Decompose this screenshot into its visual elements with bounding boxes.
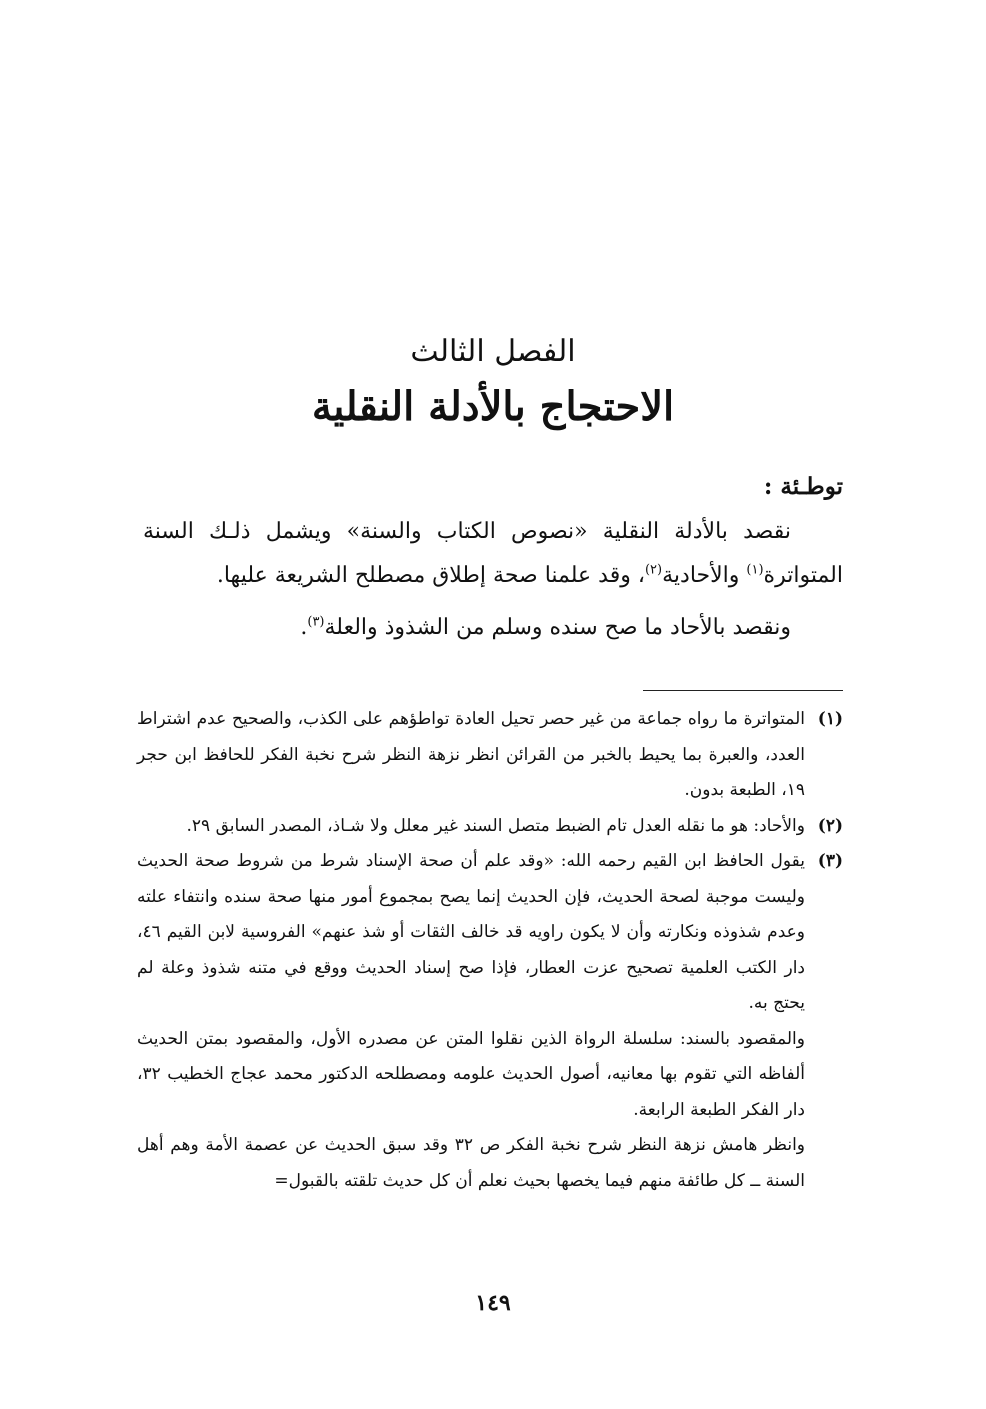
footnote-3-text: يقول الحافظ ابن القيم رحمه الله: «وقد علم أن صحة الإسناد شرط من شروط صحة الحديث وليست موجبة لصحة الحديث، فإن الحديث إنما يصح بمجموع أمور منها صحة سنده وانتفاء علته وعدم شذوذه ونكارته وأن لا يكون راويه قد خالف الثقات أو شذ عنهم» الفروسية لابن القيم ٤٦، دار الكتب العلمية تصحيح عزت العطار، فإذا صح إسناد الحديث ووقع في متنه شذوذ وعلة لم يحتج به.	[137, 851, 805, 1013]
footnote-1-number: (١)	[817, 709, 843, 729]
footnote-3-number: (٣)	[817, 851, 843, 871]
footnote-3	[137, 844, 843, 1199]
footnote-3-continuation-2: وانظر هامش نزهة النظر شرح نخبة الفكر ص ٣٢ وقد سبق الحديث عن عصمة الأمة وهم أهل السنة ــ كل طائفة منهم فيما يخصها بحيث نعلم أن كل حديث تلقته بالقبول=	[137, 1135, 806, 1191]
intro-paragraph-2-end: .	[300, 615, 308, 640]
chapter-label: الفصل الثالث	[410, 334, 576, 369]
footnote-ref-2: (٢)	[644, 562, 663, 578]
intro-paragraph-1-text-2: والأحادية	[662, 563, 747, 588]
footnote-separator	[643, 690, 843, 691]
footnote-ref-1: (١)	[746, 562, 764, 578]
footnote-1	[137, 702, 843, 809]
page-number: ١٤٩	[475, 1290, 511, 1316]
footnote-2-number: (٢)	[817, 815, 843, 836]
intro-paragraph-2-text: ونقصد بالأحاد ما صح سنده وسلم من الشذوذ والعلة	[324, 615, 791, 640]
footnotes	[137, 702, 843, 1199]
intro-paragraph-1-text-3: ، وقد علمنا صحة إطلاق مصطلح الشريعة عليها.	[216, 563, 645, 588]
footnote-3-continuation-1: والمقصود بالسند: سلسلة الرواة الذين نقلوا المتن عن مصدره الأول، والمقصود بمتن الحديث ألفاظه التي تقوم بها معانيه، أصول الحديث علومه ومصطلحه الدكتور محمد عجاج الخطيب ٣٢، دار الفكر الطبعة الرابعة.	[137, 1028, 805, 1120]
chapter-title: الاحتجاج بالأدلة النقلية	[311, 383, 675, 430]
intro-paragraph-1-text: نقصد بالأدلة النقلية «نصوص الكتاب والسنة» ويشمل ذلـك السنة المتواترة	[143, 519, 843, 588]
footnote-1-text: المتواترة ما رواه جماعة من غير حصر تحيل العادة تواطؤهم على الكذب، والصحيح عدم اشتراط العدد، والعبرة بما يحيط بالخبر من القرائن انظر نزهة النظر شرح نخبة الفكر للحافظ ابن حجر ١٩، الطبعة بدون.	[137, 709, 805, 800]
intro-paragraph-1	[143, 510, 843, 598]
footnote-ref-3: (٣)	[307, 614, 325, 630]
footnote-2	[137, 809, 843, 845]
footnote-2-text: والأحاد: هو ما نقله العدل تام الضبط متصل السند غير معلل ولا شـاذ، المصدر السابق ٢٩.	[186, 815, 805, 836]
section-heading: توطـئة :	[763, 473, 843, 500]
body-text	[143, 510, 843, 650]
intro-paragraph-2	[143, 606, 843, 650]
